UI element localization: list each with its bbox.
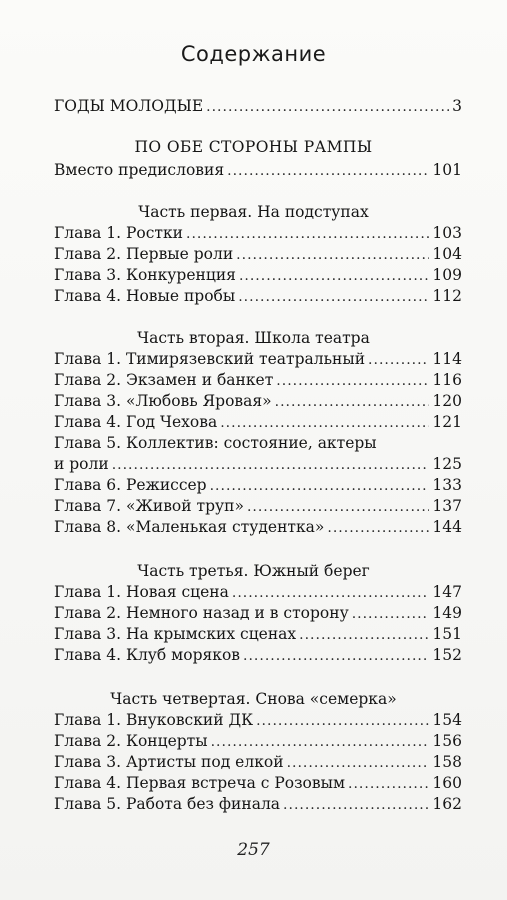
toc-entry-page: 109 — [432, 266, 462, 284]
toc-entry — [54, 160, 462, 181]
page-title: Содержание — [180, 42, 327, 66]
toc-entry-label: Глава 2. Первые роли — [54, 245, 234, 263]
toc-entry-page: 158 — [432, 753, 462, 771]
toc-entry-page: 151 — [432, 625, 462, 643]
toc-entry-label: Глава 4. Новые пробы — [54, 287, 236, 305]
toc-entry-label: ГОДЫ МОЛОДЫЕ — [54, 97, 204, 115]
toc-entry — [54, 475, 462, 496]
dot-leader — [283, 795, 429, 815]
section-heading: ПО ОБЕ СТОРОНЫ РАМПЫ — [134, 138, 373, 156]
dot-leader — [236, 245, 429, 265]
dot-leader — [275, 392, 430, 412]
toc-entry-page: 120 — [432, 392, 462, 410]
toc-entry-page: 147 — [432, 583, 462, 601]
toc-entry — [54, 624, 462, 645]
toc-entry-label: Глава 2. Концерты — [54, 732, 208, 750]
toc-entry-page: 154 — [432, 711, 462, 729]
dot-leader — [352, 604, 430, 624]
page-number: 257 — [237, 840, 270, 860]
toc-entry-page: 160 — [432, 774, 462, 792]
toc-entry-label: Глава 8. «Маленькая студентка» — [54, 518, 325, 536]
toc-entry — [54, 496, 462, 517]
toc-entry — [54, 731, 462, 752]
toc-entry — [54, 370, 462, 391]
toc-entry-page: 121 — [432, 413, 462, 431]
toc-entry-page: 149 — [432, 604, 462, 622]
toc-entry-page: 137 — [432, 497, 462, 515]
dot-leader — [243, 646, 429, 666]
toc-entry — [54, 349, 462, 370]
toc-entry-label: Глава 3. «Любовь Яровая» — [54, 392, 272, 410]
dot-leader — [276, 371, 429, 391]
toc-entry — [54, 773, 462, 794]
toc-entry-page: 162 — [432, 795, 462, 813]
dot-leader — [238, 287, 429, 307]
toc-entry-page: 156 — [432, 732, 462, 750]
part-heading: Часть первая. На подступах — [138, 203, 369, 221]
toc-entry-page: 3 — [452, 97, 462, 115]
toc-entry — [54, 752, 462, 773]
toc-entry — [54, 603, 462, 624]
toc-entry-label: Глава 4. Клуб моряков — [54, 646, 241, 664]
dot-leader — [232, 583, 430, 603]
toc-entry — [54, 794, 462, 815]
dot-leader — [206, 97, 449, 117]
toc-entry — [54, 517, 462, 538]
toc-entry-label: Глава 4. Год Чехова — [54, 413, 218, 431]
toc-entry — [54, 710, 462, 731]
toc-entry-label: Глава 3. Артисты под елкой — [54, 753, 284, 771]
dot-leader — [210, 476, 430, 496]
toc-entry-page: 101 — [432, 161, 462, 179]
dot-leader — [211, 732, 430, 752]
toc-entry-page: 144 — [432, 518, 462, 536]
toc-entry-label: Глава 5. Коллектив: состояние, актеры — [54, 434, 377, 452]
dot-leader — [239, 266, 429, 286]
toc-entry-page: 125 — [432, 455, 462, 473]
toc-entry — [54, 244, 462, 265]
toc-entry-label: Глава 5. Работа без финала — [54, 795, 281, 813]
toc-entry-label: Глава 1. Внуковский ДК — [54, 711, 254, 729]
toc-entry-label: Глава 4. Первая встреча с Розовым — [54, 774, 346, 792]
toc-entry — [54, 391, 462, 412]
dot-leader — [220, 413, 429, 433]
toc-entry-page: 152 — [432, 646, 462, 664]
toc-entry-label: Глава 1. Новая сцена — [54, 583, 229, 601]
dot-leader — [287, 753, 430, 773]
toc-entry-label: Вместо предисловия — [54, 161, 225, 179]
dot-leader — [256, 711, 429, 731]
toc-entry-label: Глава 7. «Живой труп» — [54, 497, 244, 515]
toc-entry — [54, 645, 462, 666]
toc-entry-page: 116 — [432, 371, 462, 389]
dot-leader — [112, 455, 430, 475]
toc-entry-page: 112 — [432, 287, 462, 305]
dot-leader — [227, 161, 429, 181]
toc-entry — [54, 223, 462, 244]
toc-entry-page: 114 — [432, 350, 462, 368]
toc-entry-label: Глава 6. Режиссер — [54, 476, 207, 494]
toc-entry — [54, 582, 462, 603]
toc-entry-label-continued: и роли — [54, 455, 109, 473]
toc-entry-label: Глава 2. Немного назад и в сторону — [54, 604, 349, 622]
toc-entry — [54, 412, 462, 433]
toc-entry-label: Глава 3. На крымских сценах — [54, 625, 297, 643]
toc-entry-page: 103 — [432, 224, 462, 242]
part-heading: Часть четвертая. Снова «семерка» — [110, 690, 397, 708]
dot-leader — [247, 497, 429, 517]
toc-entry-label: Глава 2. Экзамен и банкет — [54, 371, 274, 389]
dot-leader — [348, 774, 429, 794]
toc-entry-label: Глава 3. Конкуренция — [54, 266, 236, 284]
toc-entry-page: 133 — [432, 476, 462, 494]
toc-entry-label: Глава 1. Ростки — [54, 224, 183, 242]
dot-leader — [327, 518, 429, 538]
dot-leader — [368, 350, 429, 370]
dot-leader — [299, 625, 429, 645]
part-heading: Часть третья. Южный берег — [137, 562, 370, 580]
toc-entry-label: Глава 1. Тимирязевский театральный — [54, 350, 366, 368]
dot-leader — [186, 224, 429, 244]
toc-entry — [54, 96, 462, 117]
part-heading: Часть вторая. Школа театра — [137, 329, 370, 347]
toc-entry — [54, 286, 462, 307]
toc-entry — [54, 454, 462, 475]
toc-entry-page: 104 — [432, 245, 462, 263]
toc-entry — [54, 265, 462, 286]
